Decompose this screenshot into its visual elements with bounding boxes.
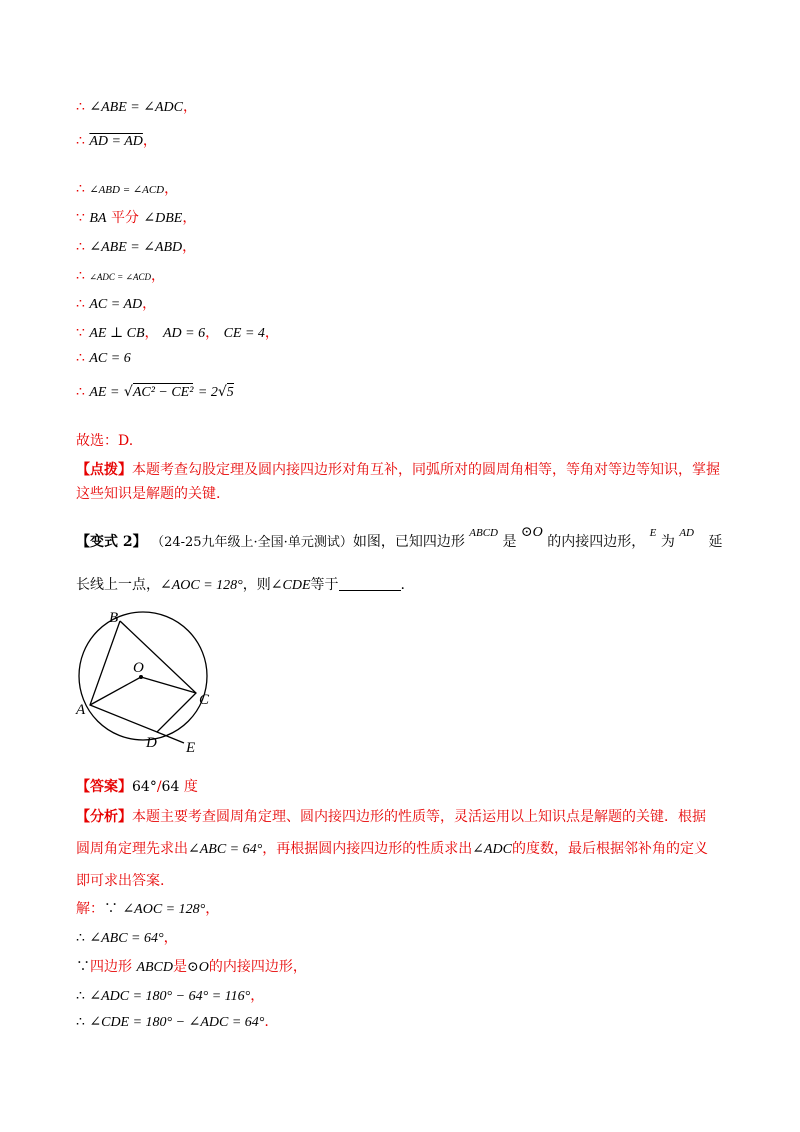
punctuation: ，: [182, 210, 197, 226]
math-expression: AD: [679, 527, 694, 539]
label-o: O: [133, 660, 144, 676]
math-expression: AE ⊥ CB: [89, 326, 145, 341]
math-expression: ∠ABE = ∠ABD: [89, 240, 183, 255]
choice-line: 故选：D.: [76, 433, 134, 449]
text-fragment: 延: [708, 534, 723, 550]
proof-line-5: [76, 236, 196, 256]
math-expression: BA: [89, 211, 107, 226]
analysis-text: 圆周角定理先求出: [76, 841, 188, 857]
answer-value-2: 64: [161, 779, 180, 795]
analysis-text: ，再根据圆内接四边形的性质求出: [262, 841, 473, 857]
answer-tag: 【答案】: [76, 779, 132, 795]
math-expression: ⊙O: [520, 525, 543, 540]
text-fragment: 是: [502, 534, 517, 550]
text-fragment: 是: [173, 959, 188, 975]
analysis-line-3: 即可求出答案.: [76, 873, 165, 889]
punctuation: ，: [163, 930, 178, 946]
radicand: 5: [226, 385, 234, 400]
math-expression: ∠AOC = 128°: [122, 902, 206, 917]
text-fragment: 为: [660, 534, 675, 550]
variant-source: （24-25九年级上·全国·单元测试）: [151, 535, 353, 550]
math-expression: ∠ABC = 64°: [188, 842, 263, 857]
proof-line-10: [76, 384, 234, 401]
text-fragment: 如图，已知四边形: [352, 534, 465, 550]
solution-label: 解：: [76, 901, 104, 917]
math-expression: ∠ABD = ∠ACD: [89, 184, 165, 196]
label-d: D: [146, 735, 157, 751]
quadrilateral-abcd: [90, 621, 196, 732]
arc-expression: AD = AD: [89, 134, 143, 149]
math-expression: ∠ABE = ∠ADC: [89, 100, 183, 115]
therefore-symbol: ∴: [76, 350, 85, 366]
proof-line-3: [76, 178, 178, 198]
proof-line-4: [76, 207, 196, 227]
therefore-symbol: ∴: [76, 181, 85, 197]
math-expression: ∠ABC = 64°: [89, 931, 164, 946]
math-expression: ⊙O: [187, 960, 209, 975]
math-expression: ∠CDE: [270, 578, 311, 593]
math-expression: AE =: [89, 385, 120, 400]
answer-value: 64°: [132, 779, 157, 795]
circle-quadrilateral-figure: [72, 604, 252, 754]
because-symbol: ∵: [104, 901, 118, 917]
analysis-line-2: [76, 838, 708, 858]
math-expression: E: [649, 527, 657, 539]
therefore-symbol: ∴: [76, 930, 85, 946]
text-fragment: 长线上一点，: [76, 577, 160, 593]
math-expression: CE = 4: [223, 326, 265, 341]
therefore-symbol: ∴: [76, 268, 85, 284]
therefore-symbol: ∴: [76, 1014, 85, 1030]
punctuation: ，: [250, 988, 265, 1004]
text-fragment: 的内接四边形，: [547, 534, 646, 550]
math-expression: ∠ADC: [472, 842, 512, 857]
proof-line-6: [76, 265, 165, 285]
solution-line-4: [76, 1014, 269, 1031]
punctuation: ，: [142, 296, 157, 312]
text-fragment: 四边形: [90, 959, 132, 975]
text-fragment: ，则: [242, 577, 271, 593]
answer-line: [76, 776, 198, 796]
punctuation: ，: [142, 133, 157, 149]
math-expression: AC = 6: [89, 351, 131, 366]
separator: /: [156, 779, 162, 795]
label-e: E: [186, 740, 196, 754]
therefore-symbol: ∴: [76, 988, 85, 1004]
punctuation: ，: [205, 901, 220, 917]
solution-line-1: [76, 927, 178, 947]
analysis-line-1: [76, 806, 706, 826]
punctuation: ，: [182, 239, 197, 255]
math-expression: AC = AD: [89, 297, 143, 312]
proof-line-1: [76, 96, 197, 116]
proof-line-8: [76, 322, 279, 342]
analysis-text: 本题主要考查圆周角定理、圆内接四边形的性质等，灵活运用以上知识点是解题的关键．根据: [132, 809, 706, 825]
text-fragment: 等于: [310, 577, 339, 593]
math-expression: ∠DBE: [143, 211, 183, 226]
variant-line-2: [76, 574, 405, 594]
therefore-symbol: ∴: [76, 384, 85, 400]
solution-line-2: [76, 956, 307, 976]
punctuation: ，: [182, 99, 197, 115]
text-fragment: 的内接四边形，: [208, 959, 307, 975]
math-expression: ∠AOC = 128°: [160, 578, 243, 593]
math-expression: ABCD: [469, 527, 499, 539]
math-expression: ∠ADC = ∠ACD: [89, 272, 152, 282]
therefore-symbol: ∴: [76, 133, 85, 149]
analysis-tag: 【分析】: [76, 809, 132, 825]
label-a: A: [76, 702, 86, 718]
therefore-symbol: ∴: [76, 296, 85, 312]
because-symbol: ∵: [76, 210, 85, 226]
solution-line-3: [76, 985, 264, 1005]
punctuation: .: [400, 577, 405, 593]
punctuation: ，: [144, 325, 159, 341]
because-symbol: ∵: [76, 959, 90, 975]
variant-tag: 【变式 2】: [76, 534, 147, 550]
punctuation: ，: [151, 268, 166, 284]
label-c: C: [199, 692, 210, 708]
label-b: B: [109, 610, 119, 626]
math-expression: ∠CDE = 180° − ∠ADC = 64°: [89, 1015, 265, 1030]
radical-sign-icon: √: [217, 384, 227, 400]
tip-paragraph: [76, 458, 722, 506]
because-symbol: ∵: [76, 325, 85, 341]
tip-text: 本题考查勾股定理及圆内接四边形对角互补，同弧所对的圆周角相等，等角对等边等知识，掌握这些知识是解题的关键.: [76, 462, 720, 502]
punctuation: ，: [205, 325, 220, 341]
solution-line-0: [76, 898, 219, 918]
punctuation: ，: [264, 325, 279, 341]
radical-sign-icon: √: [123, 384, 133, 400]
circle-o: [79, 612, 207, 740]
math-expression: ABCD: [136, 960, 174, 975]
math-expression: AD = 6: [163, 326, 206, 341]
proof-line-9: [76, 350, 131, 367]
proof-line-7: [76, 293, 156, 313]
punctuation: .: [264, 1014, 269, 1030]
text-fragment: 平分: [110, 210, 139, 226]
math-expression: = 2: [197, 385, 218, 400]
therefore-symbol: ∴: [76, 99, 85, 115]
therefore-symbol: ∴: [76, 239, 85, 255]
radicand: AC² − CE²: [132, 385, 194, 400]
variant-line-1: [76, 525, 723, 551]
math-expression: ∠ADC = 180° − 64° = 116°: [89, 989, 251, 1004]
segment-oa: [90, 677, 141, 705]
proof-line-2: [76, 130, 157, 150]
analysis-text: 的度数，最后根据邻补角的定义: [511, 841, 708, 857]
tip-tag: 【点拨】: [76, 462, 132, 478]
punctuation: ，: [164, 181, 179, 197]
answer-blank: [339, 576, 401, 591]
answer-unit: 度: [183, 779, 198, 795]
